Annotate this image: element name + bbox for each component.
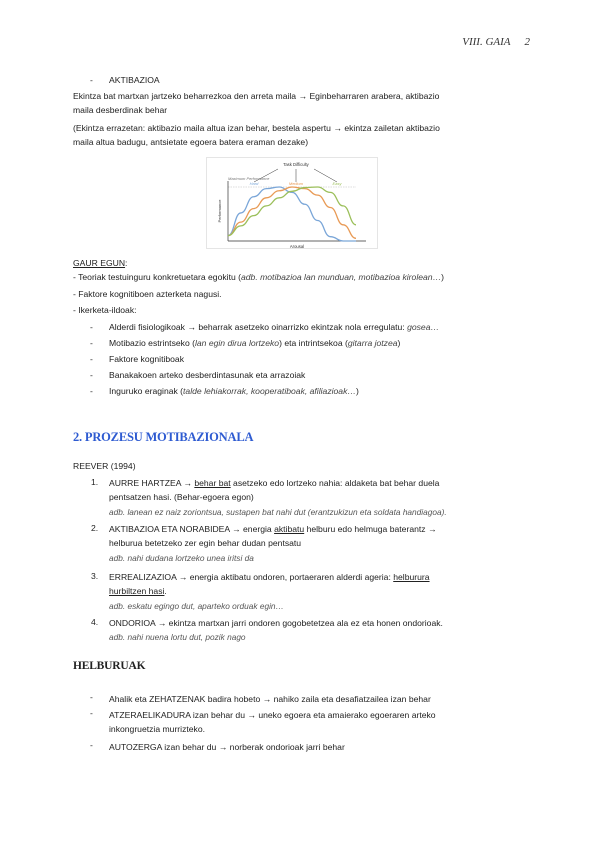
text-run: Motibazio estrintseko ( xyxy=(109,338,195,348)
page-number: 2 xyxy=(524,36,530,48)
heading-colon: : xyxy=(125,258,128,268)
text-run: helburu edo helmuga baterantz → xyxy=(304,524,437,534)
underlined-run: behar bat xyxy=(194,478,231,488)
reever-reference: REEVER (1994) xyxy=(73,461,136,471)
process-step-2 xyxy=(109,522,528,550)
text-line: ATZERAELIKADURA izan behar du → uneko egoera eta amaierako egoeraren arteko xyxy=(109,710,436,720)
aktibazioa-paragraph-1 xyxy=(73,89,528,117)
text-run: . xyxy=(164,586,167,597)
bullet-dash: - xyxy=(90,75,93,85)
bullet-dash: - xyxy=(90,354,93,364)
underlined-run: aktibatu xyxy=(274,524,305,534)
text-line: helburua betetzeko zer egin behar dudan pentsatu xyxy=(109,538,302,549)
research-line-item xyxy=(109,338,400,348)
text-line: Ekintza bat martxan jartzeko beharrezkoa den arreta maila → Eginbeharraren arabera, aktibazio xyxy=(73,91,440,101)
example-text: adb. lanean ez naiz zoriontsua, sustapen bat nahi dut (erantzukizun eta soldata handiagoa). xyxy=(109,507,447,517)
research-line-item xyxy=(109,386,359,396)
process-step-3 xyxy=(109,570,528,598)
list-number: 1. xyxy=(91,477,99,487)
text-run: ) xyxy=(441,272,445,282)
bullet-dash: - xyxy=(90,322,93,332)
italic-run: gitarra jotzea xyxy=(347,338,398,348)
research-line-item: Faktore kognitiboak xyxy=(109,354,184,364)
text-run: asetzeko edo lortzeko nahia: aldaketa bat behar duela xyxy=(230,478,440,488)
text-line: (Ekintza errazetan: aktibazio maila altua izan behar, bestela aspertu → ekintza zailetan aktibazio xyxy=(73,123,440,133)
text-run: ERREALIZAZIOA → energia aktibatu ondoren, portaeraren alderdi ageria: xyxy=(109,572,394,582)
underlined-run: hurbiltzen hasi xyxy=(109,586,165,597)
text-line: maila altua badugu, antsietate egoera batera eraman dezake) xyxy=(73,137,309,148)
list-number: 4. xyxy=(91,617,99,627)
helburuak-title: HELBURUAK xyxy=(73,660,146,672)
example-text: adb. nahi nuena lortu dut, pozik nago xyxy=(109,632,246,642)
gaur-egun-line-1 xyxy=(73,272,444,282)
series-label-easy: Easy xyxy=(332,181,342,186)
text-line xyxy=(109,584,528,598)
process-step-4 xyxy=(109,616,528,630)
research-line-item xyxy=(109,322,439,332)
yerkes-dodson-chart xyxy=(206,157,378,249)
italic-run: lan egin dirua lortzeko xyxy=(194,338,280,348)
text-run: ) eta intrintsekoa ( xyxy=(279,338,348,348)
gaur-egun-heading xyxy=(73,258,127,268)
x-axis-label: Arousal xyxy=(289,244,305,249)
text-line: ONDORIOA → ekintza martxan jarri ondoren gogobetetzea ala ez eta honen ondorioak. xyxy=(109,618,443,628)
text-run: AURRE HARTZEA → xyxy=(109,478,195,488)
text-run: ) xyxy=(355,386,359,396)
series-label-medium: Medium xyxy=(288,181,304,186)
bullet-dash: - xyxy=(90,386,93,396)
process-step-1 xyxy=(109,476,528,504)
text-run: - Ikerketa-ildoak: xyxy=(73,305,137,315)
chart-title: Task Difficulty xyxy=(283,162,309,167)
page-header xyxy=(462,36,530,48)
bullet-dash: - xyxy=(90,338,93,348)
italic-run: adb. motibazioa lan munduan, motibazioa kirolean… xyxy=(241,272,442,282)
text-line xyxy=(109,570,528,584)
text-run: Alderdi fisiologikoak → beharrak asetzeko oinarrizko ekintzak nola erregulatu: xyxy=(109,322,408,332)
gaur-egun-line-2 xyxy=(73,289,222,299)
text-line xyxy=(109,476,528,490)
section-2-title: 2. PROZESU MOTIBAZIONALA xyxy=(73,430,254,444)
list-number: 2. xyxy=(91,523,99,533)
underlined-run: helburura xyxy=(393,572,430,582)
text-line: pentsatzen hasi. (Behar-egoera egon) xyxy=(109,492,254,503)
text-run: - Faktore kognitiboen azterketa nagusi. xyxy=(73,289,222,299)
aktibazioa-title: AKTIBAZIOA xyxy=(109,75,160,85)
example-text: adb. nahi dudana lortzeko unea iritsi da xyxy=(109,553,254,563)
text-run: AKTIBAZIOA ETA NORABIDEA → energia xyxy=(109,524,275,534)
list-number: 3. xyxy=(91,571,99,581)
max-performance-label: Maximum Performance xyxy=(228,176,270,181)
y-axis-label: Performance xyxy=(217,199,222,223)
gaur-egun-line-3 xyxy=(73,305,137,315)
text-line xyxy=(109,522,528,536)
bullet-dash: - xyxy=(90,708,93,718)
text-run: - Teoriak testuinguru konkretuetara egokitu ( xyxy=(73,272,241,282)
bullet-dash: - xyxy=(90,692,93,702)
italic-run: talde lehiakorrak, kooperatiboak, afiliazioak… xyxy=(183,386,356,396)
goal-item: Ahalik eta ZEHATZENAK badira hobeto → nahiko zaila eta desafiatzailea izan behar xyxy=(109,694,431,704)
italic-run: gosea… xyxy=(407,322,440,332)
bullet-dash: - xyxy=(90,740,93,750)
heading-text: GAUR EGUN xyxy=(73,258,126,268)
text-line: inkongruetzia murrizteko. xyxy=(109,724,206,735)
bullet-dash: - xyxy=(90,370,93,380)
text-run: ) xyxy=(397,338,401,348)
chapter-label: VIII. GAIA xyxy=(462,36,511,48)
aktibazioa-paragraph-2 xyxy=(73,121,528,149)
goal-item: AUTOZERGA izan behar du → norberak ondorioak jarri behar xyxy=(109,742,345,752)
text-run: Inguruko eraginak ( xyxy=(109,386,184,396)
example-text: adb. eskatu egingo dut, aparteko orduak egin… xyxy=(109,601,284,611)
goal-item xyxy=(109,708,528,736)
research-line-item: Banakakoen arteko desberdintasunak eta arrazoiak xyxy=(109,370,306,380)
series-label-hard: Hard xyxy=(249,181,259,186)
text-line: maila desberdinak behar xyxy=(73,105,168,116)
